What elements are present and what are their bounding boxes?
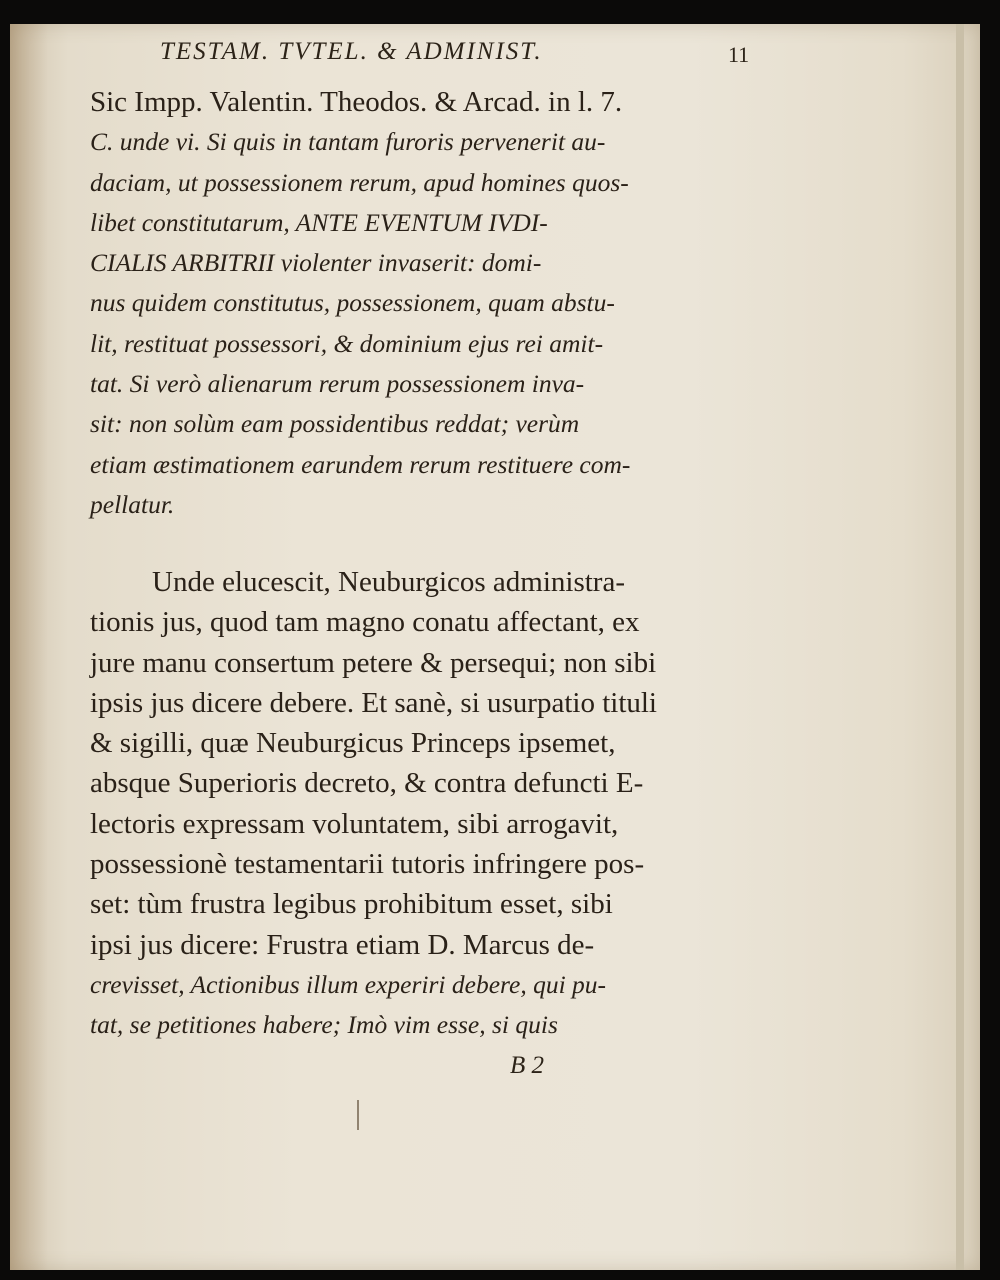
- text-line: pellatur.: [90, 489, 175, 519]
- text-line: ipsi jus dicere: Frustra etiam D. Marcus de-: [90, 928, 595, 961]
- text-line: sit: non solùm eam possidentibus reddat; verùm: [90, 409, 580, 439]
- text-line: ipsis jus dicere debere. Et sanè, si usurpatio tituli: [90, 686, 657, 719]
- text-line: tat, se petitiones habere; Imò vim esse, si quis: [90, 1010, 558, 1040]
- text-line: nus quidem constitutus, possessionem, quam abstu-: [90, 288, 615, 318]
- text-line: crevisset, Actionibus illum experiri debere, qui pu-: [90, 969, 607, 999]
- text-line: C. unde vi. Si quis in tantam furoris pervenerit au-: [90, 127, 606, 157]
- text-line: lectoris expressam voluntatem, sibi arrogavit,: [90, 807, 619, 840]
- text-line: tionis jus, quod tam magno conatu affectant, ex: [90, 606, 640, 639]
- text-line: tat. Si verò alienarum rerum possessionem inva-: [90, 369, 585, 399]
- page-edge: [956, 24, 964, 1270]
- text-line: set: tùm frustra legibus prohibitum esset, sibi: [90, 888, 613, 921]
- text-line: possessionè testamentarii tutoris infringere pos-: [90, 848, 645, 881]
- text-line: Unde elucescit, Neuburgicos administra-: [152, 566, 625, 598]
- text-line: jure manu consertum petere & persequi; non sibi: [90, 646, 657, 679]
- paragraph-2: [90, 562, 746, 1046]
- text-line: absque Superioris decreto, & contra defuncti E-: [90, 767, 644, 800]
- gutter-shadow: [10, 24, 48, 1270]
- ink-mark: [357, 1100, 359, 1130]
- catchword: B 2: [510, 1052, 545, 1079]
- page-number: 11: [728, 42, 750, 67]
- paragraph-1: [90, 82, 746, 525]
- text-line: lit, restituat possessori, & dominium ejus rei amit-: [90, 328, 604, 358]
- text-line: libet constitutarum, ANTE EVENTUM IVDI-: [90, 207, 548, 237]
- running-head: TESTAM. TVTEL. & ADMINIST.: [160, 38, 543, 65]
- text-line: & sigilli, quæ Neuburgicus Princeps ipsemet,: [90, 727, 616, 760]
- text-line: CIALIS ARBITRII violenter invaserit: domi-: [90, 248, 542, 278]
- text-line: daciam, ut possessionem rerum, apud homines quos-: [90, 167, 629, 197]
- text-line: Sic Impp. Valentin. Theodos. & Arcad. in l. 7.: [90, 86, 623, 118]
- text-line: etiam æstimationem earundem rerum restituere com-: [90, 449, 631, 479]
